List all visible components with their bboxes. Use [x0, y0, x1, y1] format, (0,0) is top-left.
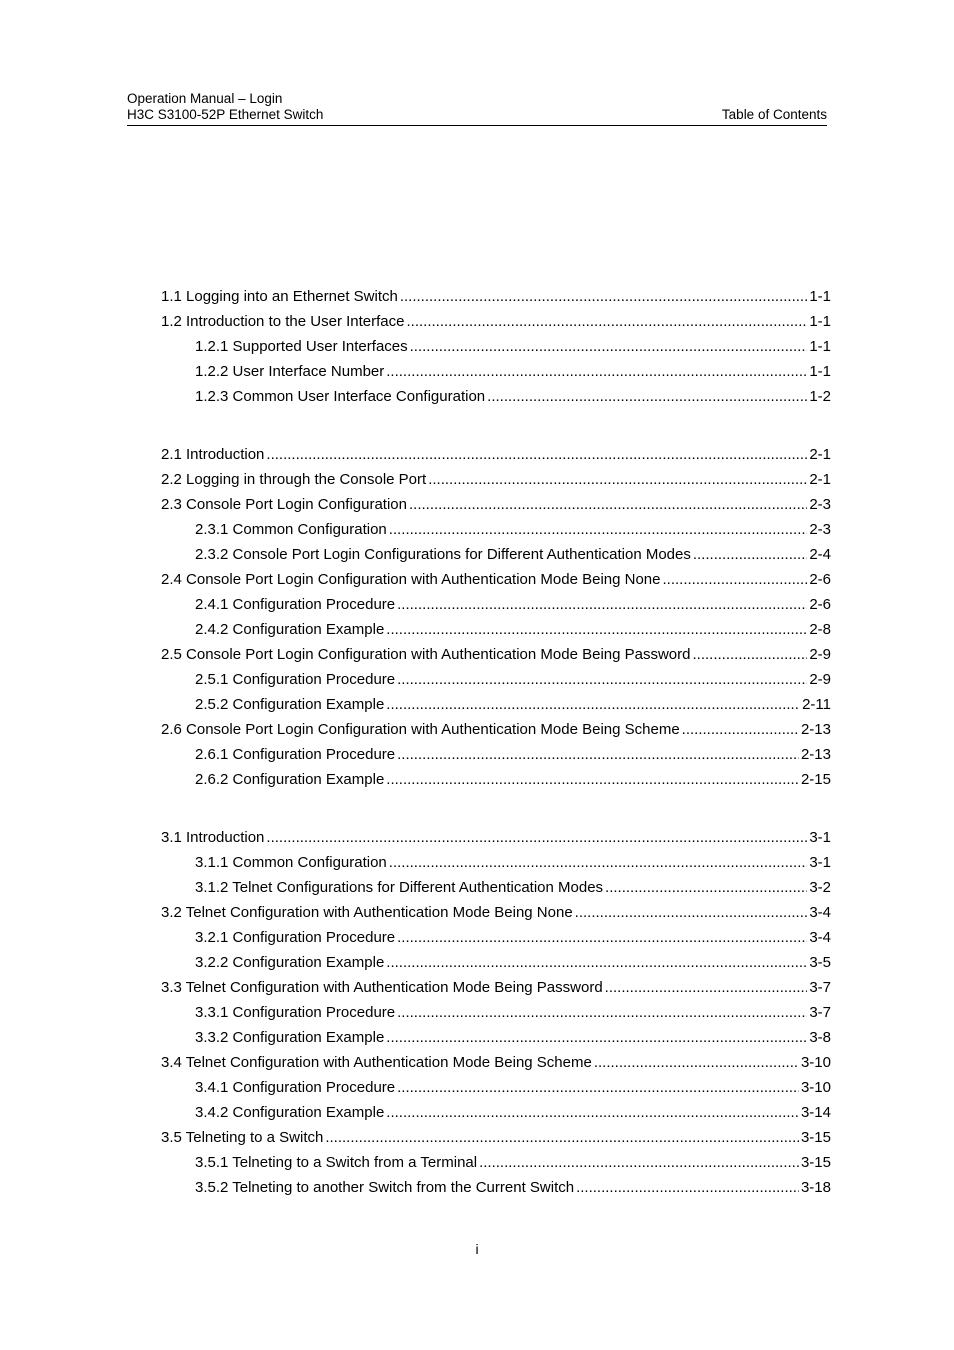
toc-entry[interactable]: [161, 925, 831, 950]
page-number: i: [475, 1241, 479, 1257]
toc-dot-leader: [266, 825, 807, 850]
toc-entry-title: 2.5.2 Configuration Example: [195, 696, 385, 713]
toc-dot-leader: [406, 309, 807, 334]
toc-entry-page: 3-14: [800, 1104, 831, 1121]
toc-entry-page: 3-4: [809, 904, 831, 921]
toc-dot-leader: [397, 1075, 799, 1100]
toc-entry-page: 2-1: [809, 446, 831, 463]
toc-entry[interactable]: [161, 309, 831, 334]
toc-entry-title: 3.4 Telnet Configuration with Authentication Mode Being Scheme: [161, 1054, 592, 1071]
toc-entry-title: 3.3.1 Configuration Procedure: [195, 1004, 396, 1021]
toc-entry[interactable]: [161, 950, 831, 975]
toc-entry-title: 1.1 Logging into an Ethernet Switch: [161, 288, 398, 305]
toc-entry-title: 3.5 Telneting to a Switch: [161, 1129, 324, 1146]
toc-entry[interactable]: [161, 442, 831, 467]
toc-entry[interactable]: [161, 900, 831, 925]
toc-dot-leader: [682, 717, 799, 742]
toc-entry-title: 3.3 Telnet Configuration with Authentication Mode Being Password: [161, 979, 603, 996]
toc-entry-title: 3.2 Telnet Configuration with Authentication Mode Being None: [161, 904, 573, 921]
toc-entry[interactable]: [161, 359, 831, 384]
toc-entry[interactable]: [161, 1175, 831, 1200]
toc-dot-leader: [386, 767, 799, 792]
toc-entry-page: 3-7: [809, 1004, 831, 1021]
toc-dot-leader: [594, 1050, 799, 1075]
toc-dot-leader: [663, 567, 808, 592]
toc-entry-page: 2-4: [809, 546, 831, 563]
toc-dot-leader: [389, 850, 808, 875]
toc-group: [161, 825, 831, 1200]
toc-dot-leader: [397, 592, 807, 617]
toc-entry-title: 1.2.1 Supported User Interfaces: [195, 338, 408, 355]
toc-entry-title: 3.2.1 Configuration Procedure: [195, 929, 396, 946]
toc-entry[interactable]: [161, 384, 831, 409]
toc-entry-page: 2-6: [809, 571, 831, 588]
toc-entry[interactable]: [161, 542, 831, 567]
toc-entry-title: 3.1.2 Telnet Configurations for Different Authentication Modes: [195, 879, 604, 896]
toc-entry-page: 2-11: [802, 696, 831, 713]
toc-entry-page: 3-1: [809, 829, 831, 846]
toc-entry[interactable]: [161, 767, 831, 792]
toc-entry-title: 1.2 Introduction to the User Interface: [161, 313, 405, 330]
toc-dot-leader: [397, 925, 807, 950]
toc-entry-title: 3.1.1 Common Configuration: [195, 854, 387, 871]
toc-entry[interactable]: [161, 1150, 831, 1175]
toc-entry-page: 3-8: [809, 1029, 831, 1046]
table-of-contents: [161, 284, 831, 1233]
toc-entry-title: 2.5.1 Configuration Procedure: [195, 671, 396, 688]
toc-entry[interactable]: [161, 284, 831, 309]
toc-entry-page: 3-7: [809, 979, 831, 996]
toc-entry-page: 1-1: [809, 288, 831, 305]
toc-entry-title: 2.4.1 Configuration Procedure: [195, 596, 396, 613]
toc-entry-title: 3.4.2 Configuration Example: [195, 1104, 385, 1121]
toc-entry-title: 1.2.3 Common User Interface Configuration: [195, 388, 486, 405]
toc-dot-leader: [575, 900, 808, 925]
toc-entry[interactable]: [161, 467, 831, 492]
toc-entry-page: 3-10: [800, 1054, 831, 1071]
toc-entry-title: 2.6.2 Configuration Example: [195, 771, 385, 788]
product-name: H3C S3100-52P Ethernet Switch: [127, 107, 324, 122]
toc-dot-leader: [576, 1175, 799, 1200]
toc-dot-leader: [400, 284, 807, 309]
toc-entry[interactable]: [161, 617, 831, 642]
toc-entry-page: 1-1: [809, 338, 831, 355]
toc-entry[interactable]: [161, 692, 831, 717]
toc-dot-leader: [386, 617, 807, 642]
toc-dot-leader: [386, 1100, 799, 1125]
toc-entry-title: 3.4.1 Configuration Procedure: [195, 1079, 396, 1096]
toc-dot-leader: [479, 1150, 799, 1175]
toc-entry-page: 2-13: [800, 746, 831, 763]
toc-dot-leader: [409, 492, 807, 517]
toc-dot-leader: [397, 742, 799, 767]
toc-entry[interactable]: [161, 1125, 831, 1150]
toc-entry-page: 2-9: [809, 646, 831, 663]
toc-entry[interactable]: [161, 567, 831, 592]
toc-entry-page: 3-15: [800, 1129, 831, 1146]
toc-entry-title: 3.5.2 Telneting to another Switch from the Current Switch: [195, 1179, 575, 1196]
toc-entry[interactable]: [161, 1075, 831, 1100]
toc-entry[interactable]: [161, 717, 831, 742]
toc-dot-leader: [487, 384, 807, 409]
header-left: [127, 91, 323, 123]
toc-entry-page: 3-15: [800, 1154, 831, 1171]
toc-entry[interactable]: [161, 517, 831, 542]
toc-entry-page: 2-15: [800, 771, 831, 788]
toc-entry-title: 2.4 Console Port Login Configuration with Authentication Mode Being None: [161, 571, 661, 588]
toc-dot-leader: [605, 975, 808, 1000]
toc-dot-leader: [397, 667, 807, 692]
toc-entry-page: 3-18: [800, 1179, 831, 1196]
toc-entry[interactable]: [161, 975, 831, 1000]
toc-entry[interactable]: [161, 1000, 831, 1025]
toc-entry[interactable]: [161, 1100, 831, 1125]
toc-entry[interactable]: [161, 492, 831, 517]
toc-entry-title: 2.5 Console Port Login Configuration with Authentication Mode Being Password: [161, 646, 691, 663]
toc-entry-title: 2.6 Console Port Login Configuration with Authentication Mode Being Scheme: [161, 721, 680, 738]
toc-entry[interactable]: [161, 334, 831, 359]
toc-entry-page: 3-5: [809, 954, 831, 971]
toc-entry-page: 2-1: [809, 471, 831, 488]
section-title: Table of Contents: [721, 107, 827, 122]
toc-dot-leader: [605, 875, 807, 900]
toc-dot-leader: [389, 517, 808, 542]
page-header: [127, 91, 827, 126]
toc-entry[interactable]: [161, 825, 831, 850]
toc-dot-leader: [410, 334, 808, 359]
toc-entry[interactable]: [161, 1050, 831, 1075]
toc-dot-leader: [397, 1000, 807, 1025]
toc-entry[interactable]: [161, 642, 831, 667]
toc-entry[interactable]: [161, 875, 831, 900]
toc-entry-title: 3.3.2 Configuration Example: [195, 1029, 385, 1046]
toc-dot-leader: [386, 692, 800, 717]
toc-entry-title: 2.1 Introduction: [161, 446, 265, 463]
toc-entry-page: 3-4: [809, 929, 831, 946]
toc-dot-leader: [428, 467, 807, 492]
toc-dot-leader: [386, 950, 807, 975]
toc-entry-page: 3-1: [809, 854, 831, 871]
toc-entry-page: 3-10: [800, 1079, 831, 1096]
toc-entry-title: 2.3.2 Console Port Login Configurations for Different Authentication Modes: [195, 546, 691, 563]
toc-entry[interactable]: [161, 742, 831, 767]
toc-entry-page: 3-2: [809, 879, 831, 896]
toc-entry-page: 2-13: [800, 721, 831, 738]
toc-entry-title: 1.2.2 User Interface Number: [195, 363, 385, 380]
toc-dot-leader: [693, 542, 807, 567]
toc-dot-leader: [386, 359, 807, 384]
toc-entry-title: 3.2.2 Configuration Example: [195, 954, 385, 971]
manual-title: Operation Manual – Login: [127, 91, 283, 106]
toc-entry-page: 1-1: [809, 313, 831, 330]
toc-entry-title: 2.6.1 Configuration Procedure: [195, 746, 396, 763]
toc-group: [161, 284, 831, 409]
toc-entry[interactable]: [161, 592, 831, 617]
toc-entry-page: 2-9: [809, 671, 831, 688]
toc-entry-title: 2.3.1 Common Configuration: [195, 521, 387, 538]
toc-entry-page: 2-3: [809, 521, 831, 538]
toc-entry-title: 2.2 Logging in through the Console Port: [161, 471, 427, 488]
toc-entry-title: 3.1 Introduction: [161, 829, 265, 846]
toc-entry[interactable]: [161, 667, 831, 692]
toc-group: [161, 442, 831, 792]
toc-entry[interactable]: [161, 1025, 831, 1050]
toc-entry-title: 3.5.1 Telneting to a Switch from a Terminal: [195, 1154, 478, 1171]
toc-entry-page: 2-6: [809, 596, 831, 613]
toc-dot-leader: [266, 442, 807, 467]
toc-entry-page: 1-2: [809, 388, 831, 405]
toc-dot-leader: [693, 642, 808, 667]
toc-entry-title: 2.3 Console Port Login Configuration: [161, 496, 407, 513]
toc-dot-leader: [325, 1125, 799, 1150]
toc-entry-page: 2-3: [809, 496, 831, 513]
toc-entry[interactable]: [161, 850, 831, 875]
toc-entry-page: 1-1: [809, 363, 831, 380]
toc-entry-title: 2.4.2 Configuration Example: [195, 621, 385, 638]
toc-dot-leader: [386, 1025, 807, 1050]
toc-entry-page: 2-8: [809, 621, 831, 638]
